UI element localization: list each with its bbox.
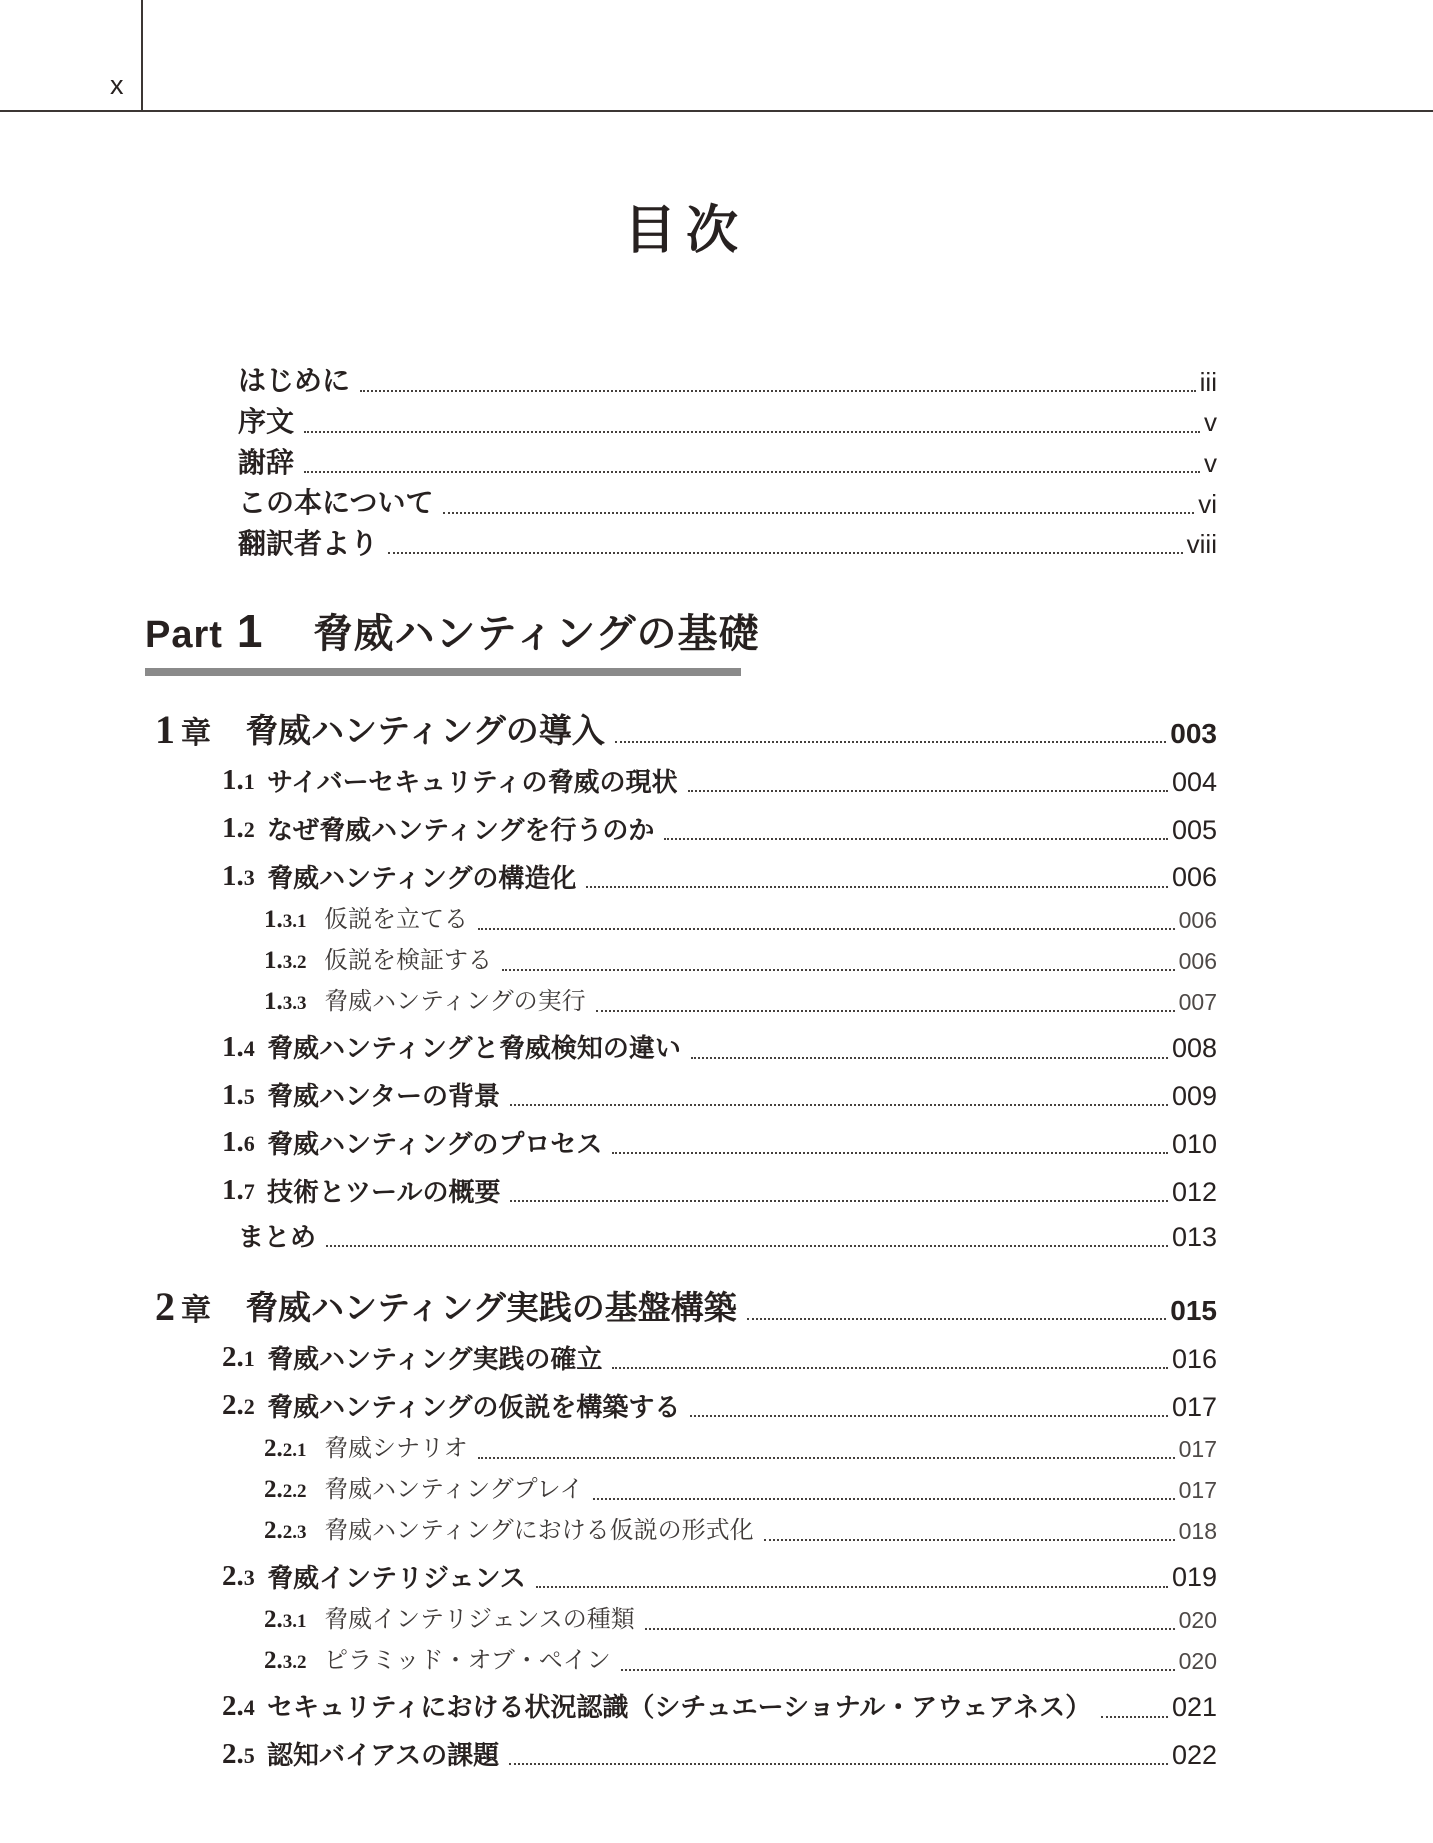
- entry-title: 脅威インテリジェンスの種類: [324, 1605, 635, 1633]
- toc-entry-jobun[interactable]: [145, 405, 1217, 439]
- toc-entry-2-3[interactable]: [145, 1559, 1217, 1594]
- toc-entry-1-3-3[interactable]: [145, 987, 1217, 1017]
- toc-entry-chapter-2[interactable]: [145, 1284, 1217, 1330]
- entry-title: はじめに: [238, 365, 351, 397]
- entry-number: 2.5: [222, 1737, 255, 1770]
- entry-title: 脅威ハンティングのプロセス: [267, 1128, 603, 1159]
- toc-entry-chapter-1-summary[interactable]: [145, 1221, 1217, 1253]
- toc-entry-2-2-1[interactable]: [145, 1434, 1217, 1464]
- entry-number: 1.2: [222, 812, 255, 845]
- toc-entry-2-2-2[interactable]: [145, 1475, 1217, 1505]
- dotted-leader: [304, 471, 1200, 473]
- entry-title: 脅威ハンティングの仮説を構築する: [267, 1391, 681, 1422]
- toc-entry-2-4[interactable]: [145, 1689, 1217, 1724]
- entry-title: 脅威ハンティングにおける仮説の形式化: [324, 1517, 754, 1545]
- entry-number: 1.5: [222, 1078, 255, 1111]
- entry-page: 003: [1170, 717, 1217, 749]
- entry-page: viii: [1186, 529, 1217, 560]
- dotted-leader: [747, 1318, 1167, 1320]
- entry-title: 認知バイアスの課題: [267, 1740, 500, 1771]
- entry-number: 2.2: [222, 1389, 255, 1422]
- margin-vertical-rule: [141, 0, 143, 110]
- part-heading-line: [145, 602, 1217, 659]
- dotted-leader: [645, 1628, 1175, 1630]
- toc-entry-hajimeni[interactable]: [145, 364, 1217, 398]
- dotted-leader: [612, 1367, 1168, 1369]
- part-1-heading: [145, 602, 1217, 676]
- toc-entry-2-2-3[interactable]: [145, 1516, 1217, 1546]
- entry-title: 仮説を立てる: [324, 905, 468, 933]
- entry-page: vi: [1198, 488, 1217, 519]
- dotted-leader: [304, 431, 1200, 433]
- entry-page: 004: [1171, 766, 1217, 797]
- toc-entry-shaji[interactable]: [145, 446, 1217, 480]
- entry-number: 2.3: [222, 1559, 255, 1592]
- dotted-leader: [326, 1245, 1168, 1247]
- dotted-leader: [510, 1104, 1168, 1106]
- entry-title: 脅威ハンティングプレイ: [324, 1476, 584, 1504]
- dotted-leader: [360, 390, 1196, 392]
- dotted-leader: [478, 928, 1175, 930]
- chapter-number-group: [145, 1284, 245, 1330]
- toc-entry-kono-hon-ni-tsuite[interactable]: [145, 486, 1217, 520]
- entry-title: 脅威ハンティング実践の確立: [267, 1343, 603, 1374]
- toc-entry-1-3[interactable]: [145, 859, 1217, 894]
- entry-page: 021: [1171, 1692, 1217, 1723]
- entry-number: 1.1: [222, 764, 255, 797]
- dotted-leader: [593, 1498, 1174, 1500]
- toc-entry-2-1[interactable]: [145, 1340, 1217, 1375]
- dotted-leader: [691, 1057, 1168, 1059]
- entry-title: 脅威ハンティングと脅威検知の違い: [267, 1033, 681, 1064]
- entry-number: 1.7: [222, 1174, 255, 1207]
- dotted-leader: [690, 1415, 1168, 1417]
- entry-title: 脅威インテリジェンス: [267, 1562, 526, 1593]
- entry-title: 仮説を検証する: [324, 946, 492, 974]
- toc-entry-2-5[interactable]: [145, 1737, 1217, 1772]
- entry-number: 2.2.1: [264, 1434, 307, 1462]
- part-label: Part: [145, 614, 223, 657]
- entry-page: 015: [1170, 1294, 1217, 1326]
- entry-number: 2.1: [222, 1341, 255, 1374]
- entry-title: 脅威ハンティングの構造化: [267, 862, 577, 893]
- chapter-suffix: 章: [181, 717, 211, 751]
- dotted-leader: [536, 1586, 1168, 1588]
- dotted-leader: [1101, 1716, 1168, 1718]
- dotted-leader: [388, 552, 1183, 554]
- dotted-leader: [509, 1763, 1168, 1765]
- toc-entry-2-2[interactable]: [145, 1388, 1217, 1423]
- entry-number: 2.2.3: [264, 1516, 307, 1544]
- entry-title: まとめ: [238, 1222, 317, 1253]
- entry-page: 017: [1178, 1436, 1217, 1463]
- entry-title: 序文: [238, 405, 295, 437]
- entry-page: 009: [1171, 1080, 1217, 1111]
- entry-page: 019: [1171, 1562, 1217, 1593]
- entry-title: この本について: [238, 487, 434, 519]
- entry-title: 脅威シナリオ: [324, 1435, 468, 1463]
- entry-number: 1.4: [222, 1030, 255, 1063]
- entry-page: 006: [1178, 907, 1217, 934]
- toc-entry-1-4[interactable]: [145, 1030, 1217, 1065]
- entry-title: 脅威ハンティングの導入: [245, 711, 605, 749]
- toc-entry-1-1[interactable]: [145, 763, 1217, 798]
- toc-content: [145, 112, 1217, 1771]
- entry-page: 012: [1171, 1176, 1217, 1207]
- dotted-leader: [615, 741, 1167, 743]
- entry-number: 2.4: [222, 1689, 255, 1722]
- toc-title: 目次: [623, 202, 748, 260]
- chapter-number-group: [145, 707, 245, 753]
- entry-number: 1.3.2: [264, 946, 307, 974]
- entry-page: 018: [1178, 1518, 1217, 1545]
- entry-page: 022: [1171, 1739, 1217, 1770]
- dotted-leader: [478, 1457, 1175, 1459]
- entry-page: 020: [1178, 1607, 1217, 1634]
- entry-number: 2.3.2: [264, 1646, 307, 1674]
- dotted-leader: [621, 1669, 1175, 1671]
- dotted-leader: [764, 1539, 1175, 1541]
- entry-number: 1.3.3: [264, 987, 307, 1015]
- dotted-leader: [510, 1200, 1167, 1202]
- entry-page: 016: [1171, 1343, 1217, 1374]
- entry-title: ピラミッド・オブ・ペイン: [324, 1646, 611, 1674]
- toc-entry-2-3-2[interactable]: [145, 1646, 1217, 1676]
- chapter-1-block: [145, 707, 1217, 1253]
- entry-page: 017: [1178, 1477, 1217, 1504]
- entry-page: 020: [1178, 1648, 1217, 1675]
- chapter-suffix: 章: [181, 1294, 211, 1328]
- entry-page: 007: [1178, 989, 1217, 1016]
- entry-page: 005: [1171, 814, 1217, 845]
- dotted-leader: [612, 1152, 1168, 1154]
- entry-title: なぜ脅威ハンティングを行うのか: [267, 814, 655, 845]
- toc-entry-1-7[interactable]: [145, 1173, 1217, 1208]
- toc-entry-1-6[interactable]: [145, 1125, 1217, 1160]
- toc-entry-honyakusha-yori[interactable]: [145, 527, 1217, 561]
- entry-page: 010: [1171, 1128, 1217, 1159]
- entry-page: 017: [1171, 1391, 1217, 1422]
- entry-title: 技術とツールの概要: [267, 1176, 501, 1207]
- entry-page: 008: [1171, 1033, 1217, 1064]
- entry-title: セキュリティにおける状況認識（シチュエーショナル・アウェアネス）: [267, 1692, 1092, 1723]
- chapter-2-block: [145, 1284, 1217, 1771]
- part-number: 1: [236, 605, 263, 658]
- entry-title: 翻訳者より: [238, 527, 379, 559]
- toc-entry-1-3-1[interactable]: [145, 905, 1217, 935]
- dotted-leader: [688, 790, 1168, 792]
- entry-title: 脅威ハンターの背景: [267, 1081, 500, 1112]
- entry-page: iii: [1199, 366, 1217, 397]
- page-number-roman: x: [110, 70, 124, 100]
- entry-title: 脅威ハンティングの実行: [324, 987, 586, 1015]
- entry-page: v: [1204, 407, 1217, 438]
- part-underline: [145, 668, 741, 676]
- toc-entry-chapter-1[interactable]: [145, 707, 1217, 753]
- entry-title: 謝辞: [238, 446, 295, 478]
- dotted-leader: [664, 838, 1168, 840]
- toc-entry-2-3-1[interactable]: [145, 1605, 1217, 1635]
- entry-title: サイバーセキュリティの脅威の現状: [267, 766, 678, 797]
- part-title: 脅威ハンティングの基礎: [312, 612, 760, 657]
- chapter-number: 2: [155, 1284, 175, 1330]
- entry-page: v: [1204, 447, 1217, 478]
- dotted-leader: [586, 886, 1168, 888]
- entry-page: 006: [1171, 862, 1217, 893]
- entry-number: 1.6: [222, 1126, 255, 1159]
- dotted-leader: [502, 969, 1175, 971]
- entry-number: 1.3.1: [264, 905, 307, 933]
- front-matter-list: [145, 364, 1217, 560]
- entry-number: 1.3: [222, 859, 255, 892]
- toc-entry-1-3-2[interactable]: [145, 946, 1217, 976]
- dotted-leader: [443, 512, 1194, 514]
- entry-page: 006: [1178, 948, 1217, 975]
- toc-entry-1-5[interactable]: [145, 1078, 1217, 1113]
- entry-number: 2.3.1: [264, 1605, 307, 1633]
- dotted-leader: [596, 1010, 1175, 1012]
- chapter-number: 1: [155, 707, 175, 753]
- toc-entry-1-2[interactable]: [145, 811, 1217, 846]
- entry-title: 脅威ハンティング実践の基盤構築: [245, 1288, 737, 1326]
- entry-page: 013: [1171, 1221, 1217, 1252]
- entry-number: 2.2.2: [264, 1475, 307, 1503]
